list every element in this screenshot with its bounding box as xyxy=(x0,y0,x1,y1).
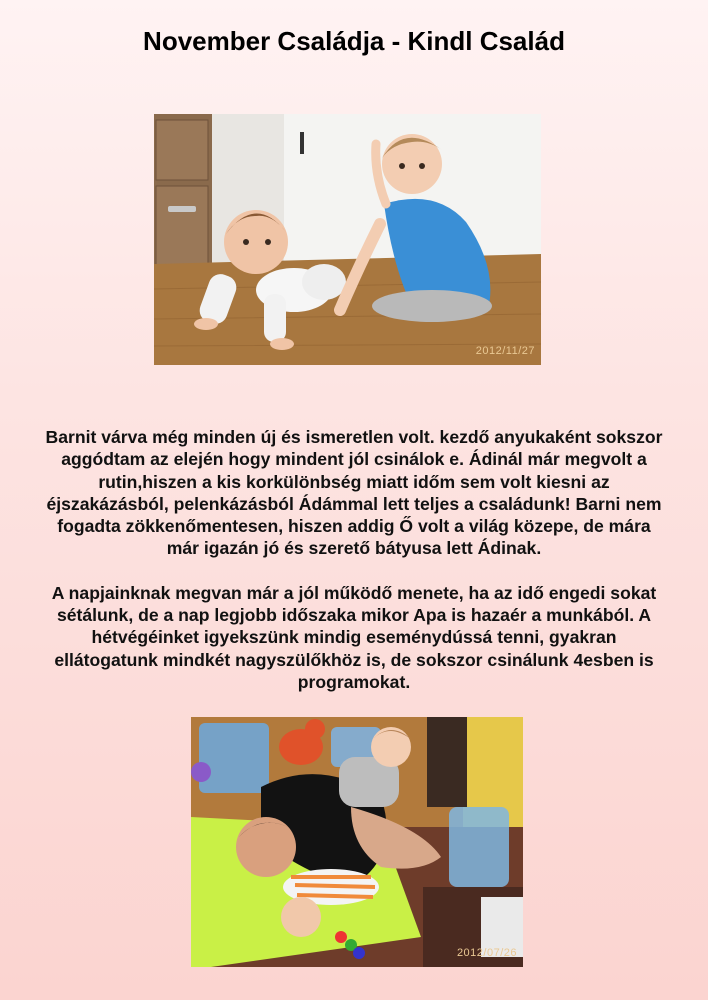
story-text xyxy=(40,426,668,693)
story-paragraph-2: A napjainknak megvan már a jól működő menete, ha az idő engedi sokat sétálunk, de a nap legjobb időszaka mikor Apa is hazaér a munkából. A hétvégéinket igyekszünk mindig eseménydússá tenni, gyakran ellátogatunk mindkét nagyszülőkhöz is, de sokszor csinálunk 4esben is programokat. xyxy=(51,582,657,692)
photo-father-and-children-illustration xyxy=(191,717,523,967)
photo-children-on-floor xyxy=(154,114,541,365)
photo-children-on-floor-illustration xyxy=(154,114,541,365)
photo-date-stamp: 2012/11/27 xyxy=(475,345,535,357)
photo-father-and-children xyxy=(191,717,523,967)
photo-date-stamp: 2012/07/26 xyxy=(456,947,517,959)
story-paragraph-1: Barnit várva még minden új és ismeretlen volt. kezdő anyukaként sokszor aggódtam az elején hogy mindent jól csinálok e. Ádinál már megvolt a rutin,hiszen a kis korkülönbség miatt időm sem volt kiesni az éjszakázásból, pelenkázásból Ádámmal lett teljes a családunk! Barni nem fogadta zökkenőmentesen, hiszen addig Ő volt a világ közepe, de mára már igazán jó és szerető bátyusa lett Ádinak. xyxy=(45,427,663,559)
page-title: November Családja - Kindl Család xyxy=(143,26,565,56)
